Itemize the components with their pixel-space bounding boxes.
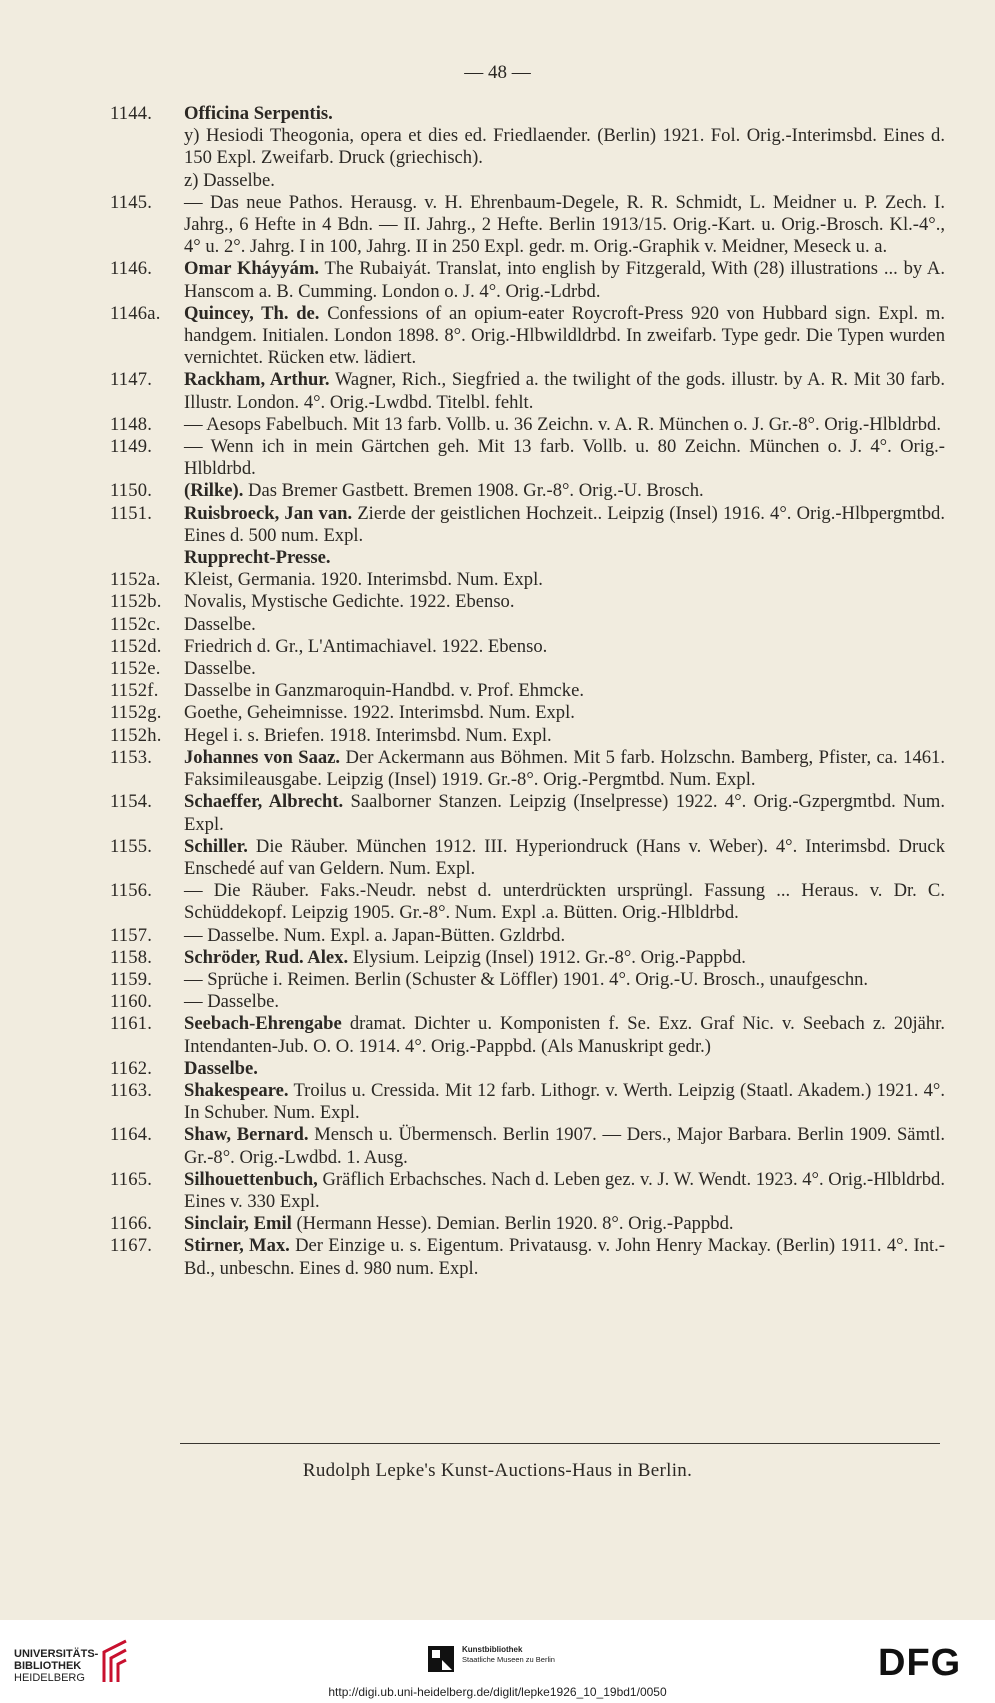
- entry-description: dramat. Dichter u. Komponisten f. Se. Exz. Graf Nic. v. Seebach z. 20jähr. Intendanten-Jub. O. O. 1914. 4°. Orig.-Pappbd. (Als Manuskript gedr.): [184, 1013, 945, 1057]
- entry-text: [184, 103, 945, 125]
- source-url[interactable]: http://digi.ub.uni-heidelberg.de/diglit/lepke1926_10_19bd1/0050: [328, 1685, 667, 1699]
- entry-heading: Schiller.: [184, 835, 248, 857]
- entry-description: — Dasselbe. Num. Expl. a. Japan-Bütten. Gzldrbd.: [184, 924, 566, 946]
- catalog-entry: [110, 658, 945, 680]
- entry-text: [184, 991, 945, 1013]
- entry-description: (Hermann Hesse). Demian. Berlin 1920. 8°. Orig.-Pappbd.: [296, 1213, 734, 1235]
- entry-text: [184, 747, 945, 791]
- entry-heading: Dasselbe.: [184, 1057, 258, 1079]
- entry-heading: Rackham, Arthur.: [184, 369, 330, 391]
- entry-number: 1152g.: [110, 702, 162, 724]
- catalog-entry: [110, 947, 945, 969]
- entry-description: — Sprüche i. Reimen. Berlin (Schuster & Löffler) 1901. 4°. Orig.-U. Brosch., unaufgeschn.: [184, 968, 869, 990]
- entry-description: Wagner, Rich., Siegfried a. the twilight of the gods. illustr. by A. R. Mit 30 farb. Illustr. London. 4°. Orig.-Lwdbd. Titelbl. fehlt.: [184, 369, 946, 413]
- entry-description: Dasselbe in Ganzmaroquin-Handbd. v. Prof. Ehmcke.: [184, 680, 585, 702]
- entry-text: [184, 614, 945, 636]
- entry-heading: Sinclair, Emil: [184, 1213, 292, 1235]
- entry-number: 1160.: [110, 991, 153, 1013]
- catalog-entry: [110, 725, 945, 747]
- catalog-entry: [110, 369, 945, 413]
- catalog-entry: [110, 569, 945, 591]
- entry-heading: Schröder, Rud. Alex.: [184, 946, 349, 968]
- entry-description: Saalborner Stanzen. Leipzig (Inselpresse) 1922. 4°. Orig.-Gzpergmtbd. Num. Expl.: [184, 791, 945, 835]
- catalog-entry: [110, 103, 945, 125]
- catalog-entry: [110, 1013, 945, 1057]
- entry-text: [184, 725, 945, 747]
- catalog-entry: [110, 747, 945, 791]
- entry-text: [184, 547, 945, 569]
- catalog-entry: [110, 1058, 945, 1080]
- catalog-entry: [110, 591, 945, 613]
- entry-text: [184, 369, 945, 413]
- entry-text: [184, 658, 945, 680]
- entry-text: [184, 836, 945, 880]
- catalog-entries: [110, 103, 945, 1280]
- kunstbibliothek-label: Kunstbibliothek Staatliche Museen zu Berlin: [462, 1645, 555, 1664]
- entry-description: — Die Räuber. Faks.-Neudr. nebst d. unterdrückten ursprüngl. Fassung ... Heraus. v. Dr. C. Schüddekopf. Leipzig 1905. Gr.-8°. Num. Expl .a. Bütten. Orig.-Hlbldrbd.: [184, 880, 945, 924]
- catalog-entry: [110, 414, 945, 436]
- entry-text: [184, 480, 945, 502]
- entry-number: 1144.: [110, 103, 153, 124]
- page-number: — 48 —: [464, 62, 531, 83]
- entry-number: 1153.: [110, 746, 153, 768]
- catalog-entry: [110, 170, 945, 192]
- entry-description: Dasselbe.: [184, 613, 256, 635]
- catalog-entry: [110, 791, 945, 835]
- entry-text: [184, 947, 945, 969]
- catalog-entry: [110, 1080, 945, 1124]
- entry-text: [184, 591, 945, 613]
- ub-heidelberg-logo-icon: [100, 1638, 132, 1684]
- entry-text: [184, 1013, 945, 1057]
- entry-description: z) Dasselbe.: [184, 169, 275, 191]
- catalog-entry: [110, 258, 945, 302]
- entry-number: 1147.: [110, 369, 153, 391]
- entry-text: [184, 1058, 945, 1080]
- entry-text: [184, 1235, 945, 1279]
- entry-number: 1166.: [110, 1213, 153, 1235]
- entry-number: 1152d.: [110, 635, 162, 657]
- entry-number: 1161.: [110, 1013, 153, 1035]
- entry-description: Hegel i. s. Briefen. 1918. Interimsbd. Num. Expl.: [184, 724, 552, 746]
- entry-number: 1162.: [110, 1057, 153, 1079]
- entry-description: — Wenn ich in mein Gärtchen geh. Mit 13 farb. Vollb. u. 80 Zeichn. München o. J. 4°. Orig.-Hlbldrbd.: [184, 436, 945, 480]
- entry-number: 1152a.: [110, 569, 161, 591]
- entry-number: 1146.: [110, 258, 153, 280]
- catalog-entry: [110, 436, 945, 480]
- entry-description: Mensch u. Übermensch. Berlin 1907. — Ders., Major Barbara. Berlin 1909. Sämtl. Gr.-8°. Orig.-Lwdbd. 1. Ausg.: [184, 1124, 946, 1168]
- entry-text: [184, 636, 945, 658]
- entry-description: — Aesops Fabelbuch. Mit 13 farb. Vollb. u. 36 Zeichn. v. A. R. München o. J. Gr.-8°. Orig.-Hlbldrbd.: [184, 413, 941, 435]
- entry-description: Gräflich Erbachsches. Nach d. Leben gez. v. J. W. Wendt. 1923. 4°. Orig.-Hlbldrbd. Eines v. 330 Expl.: [184, 1168, 945, 1212]
- entry-number: 1155.: [110, 835, 153, 857]
- dfg-logo: DFG: [878, 1642, 962, 1684]
- entry-heading: Omar Kháyyám.: [184, 258, 320, 280]
- entry-heading: Rupprecht-Presse.: [184, 547, 331, 569]
- catalog-entry: [110, 969, 945, 991]
- entry-number: 1163.: [110, 1079, 153, 1101]
- entry-text: [184, 569, 945, 591]
- catalog-entry: [110, 1235, 945, 1279]
- kunstbibliothek-logo-icon: [428, 1646, 454, 1672]
- entry-description: Troilus u. Cressida. Mit 12 farb. Lithogr. v. Werth. Leipzig (Staatl. Akadem.) 1921. 4°. In Schuber. Num. Expl.: [184, 1079, 946, 1124]
- catalog-entry: [110, 880, 945, 924]
- entry-text: [184, 503, 945, 547]
- entry-description: Elysium. Leipzig (Insel) 1912. Gr.-8°. Orig.-Pappbd.: [352, 946, 746, 968]
- entry-text: [184, 791, 945, 835]
- entry-description: Das Bremer Gastbett. Bremen 1908. Gr.-8°. Orig.-U. Brosch.: [248, 480, 704, 502]
- entry-text: [184, 414, 945, 436]
- entry-number: 1159.: [110, 968, 153, 990]
- entry-description: Confessions of an opium-eater Roycroft-Press 920 von Hubbard sign. Expl. m. handgem. Initialen. London 1898. 8°. Orig.-Hlbwildldrbd. In zweifarb. Type gedr. Die Typen wurden vernichtet. Rücken etw. lädiert.: [184, 302, 945, 369]
- entry-text: [184, 680, 945, 702]
- entry-description: Der Einzige u. s. Eigentum. Privatausg. v. John Henry Mackay. (Berlin) 1911. 4°. Int.-Bd., unbeschn. Eines d. 980 num. Expl.: [184, 1235, 945, 1279]
- entry-heading: (Rilke).: [184, 480, 244, 502]
- entry-heading: Quincey, Th. de.: [184, 302, 320, 324]
- entry-number: 1158.: [110, 946, 153, 968]
- entry-heading: Schaeffer, Albrecht.: [184, 791, 344, 813]
- entry-number: [110, 170, 184, 192]
- entry-number: 1148.: [110, 413, 153, 435]
- entry-text: [184, 925, 945, 947]
- entry-text: [184, 969, 945, 991]
- entry-number: 1165.: [110, 1168, 153, 1190]
- entry-description: Kleist, Germania. 1920. Interimsbd. Num. Expl.: [184, 569, 543, 591]
- catalog-entry: [110, 925, 945, 947]
- entry-number: 1152e.: [110, 658, 161, 680]
- catalog-entry: [110, 702, 945, 724]
- entry-number: 1152c.: [110, 613, 161, 635]
- entry-number: 1152f.: [110, 680, 159, 702]
- entry-text: [184, 436, 945, 480]
- entry-heading: Shakespeare.: [184, 1079, 289, 1101]
- entry-description: Dasselbe.: [184, 658, 256, 680]
- entry-number: 1145.: [110, 191, 153, 213]
- entry-number: [110, 125, 184, 169]
- entry-text: [184, 192, 945, 259]
- catalog-entry: [110, 503, 945, 547]
- entry-description: Der Ackermann aus Böhmen. Mit 5 farb. Holzschn. Bamberg, Pfister, ca. 1461. Faksimileausgabe. Leipzig (Insel) 1919. Gr.-8°. Orig.-Pergmtbd. Num. Expl.: [184, 746, 945, 791]
- entry-description: The Rubaiyát. Translat, into english by Fitzgerald, With (28) illustrations ... by A. Hanscom a. B. Cumming. London o. J. 4°. Orig.-Ldrbd.: [184, 258, 945, 302]
- entry-description: — Dasselbe.: [184, 991, 280, 1013]
- entry-text: [184, 125, 945, 169]
- catalog-entry: [110, 991, 945, 1013]
- entry-number: 1164.: [110, 1124, 153, 1146]
- entry-description: Zierde der geistlichen Hochzeit.. Leipzig (Insel) 1916. 4°. Orig.-Hlbpergmtbd. Eines d. 500 num. Expl.: [184, 502, 945, 546]
- entry-description: Goethe, Geheimnisse. 1922. Interimsbd. Num. Expl.: [184, 702, 575, 724]
- entry-number: [110, 547, 184, 569]
- ub-heidelberg-label: UNIVERSITÄTS- BIBLIOTHEK HEIDELBERG: [14, 1648, 99, 1684]
- entry-number: 1152b.: [110, 591, 162, 613]
- entry-text: [184, 1080, 945, 1124]
- entry-number: 1152h.: [110, 724, 162, 746]
- entry-number: 1151.: [110, 502, 153, 524]
- entry-number: 1156.: [110, 880, 153, 902]
- entry-heading: Shaw, Bernard.: [184, 1124, 309, 1146]
- entry-heading: Silhouettenbuch,: [184, 1168, 318, 1190]
- entry-description: Die Räuber. München 1912. III. Hyperiondruck (Hans v. Weber). 4°. Interimsbd. Druck Enschedé auf van Geldern. Num. Expl.: [184, 835, 945, 879]
- entry-heading: Seebach-Ehrengabe: [184, 1013, 342, 1035]
- catalog-entry: [110, 192, 945, 259]
- entry-text: [184, 880, 945, 924]
- entry-heading: Stirner, Max.: [184, 1235, 290, 1257]
- catalog-entry: [110, 680, 945, 702]
- entry-number: 1150.: [110, 480, 153, 502]
- entry-text: [184, 1169, 945, 1213]
- catalog-entry: [110, 836, 945, 880]
- entry-text: [184, 170, 945, 192]
- entry-number: 1149.: [110, 436, 153, 458]
- catalog-entry: [110, 1213, 945, 1235]
- entry-description: — Das neue Pathos. Herausg. v. H. Ehrenbaum-Degele, R. R. Schmidt, L. Meidner u. P. Zech. I. Jahrg., 6 Hefte in 4 Bdn. — II. Jahrg., 2 Hefte. Berlin 1913/15. Orig.-Kart. u. Orig.-Brosch. Kl.-4°., 4° u. 2°. Jahrg. I in 100, Jahrg. II in 250 Expl. gedr. m. Orig.-Graphik v. Meidner, Meseck u. a.: [184, 191, 945, 258]
- catalog-entry: [110, 480, 945, 502]
- entry-heading: Officina Serpentis.: [184, 103, 333, 124]
- entry-text: [184, 258, 945, 302]
- entry-number: 1146a.: [110, 302, 161, 324]
- entry-heading: Ruisbroeck, Jan van.: [184, 502, 353, 524]
- entry-number: 1154.: [110, 791, 153, 813]
- entry-text: [184, 1124, 945, 1168]
- catalog-entry: [110, 614, 945, 636]
- entry-text: [184, 303, 945, 370]
- page-footer: Rudolph Lepke's Kunst-Auctions-Haus in Berlin.: [302, 1460, 693, 1481]
- catalog-entry: [110, 547, 945, 569]
- catalog-entry: [110, 636, 945, 658]
- entry-description: y) Hesiodi Theogonia, opera et dies ed. Friedlaender. (Berlin) 1921. Fol. Orig.-Interimsbd. Eines d. 150 Expl. Zweifarb. Druck (griechisch).: [184, 125, 945, 169]
- entry-heading: Johannes von Saaz.: [184, 746, 341, 768]
- entry-number: 1157.: [110, 924, 153, 946]
- entry-description: Friedrich d. Gr., L'Antimachiavel. 1922. Ebenso.: [184, 635, 548, 657]
- catalog-entry: [110, 125, 945, 169]
- catalog-entry: [110, 1169, 945, 1213]
- footer-rule: [180, 1443, 940, 1444]
- entry-number: 1167.: [110, 1235, 153, 1257]
- entry-text: [184, 702, 945, 724]
- catalog-entry: [110, 303, 945, 370]
- entry-text: [184, 1213, 945, 1235]
- catalog-entry: [110, 1124, 945, 1168]
- entry-description: Novalis, Mystische Gedichte. 1922. Ebenso.: [184, 591, 515, 613]
